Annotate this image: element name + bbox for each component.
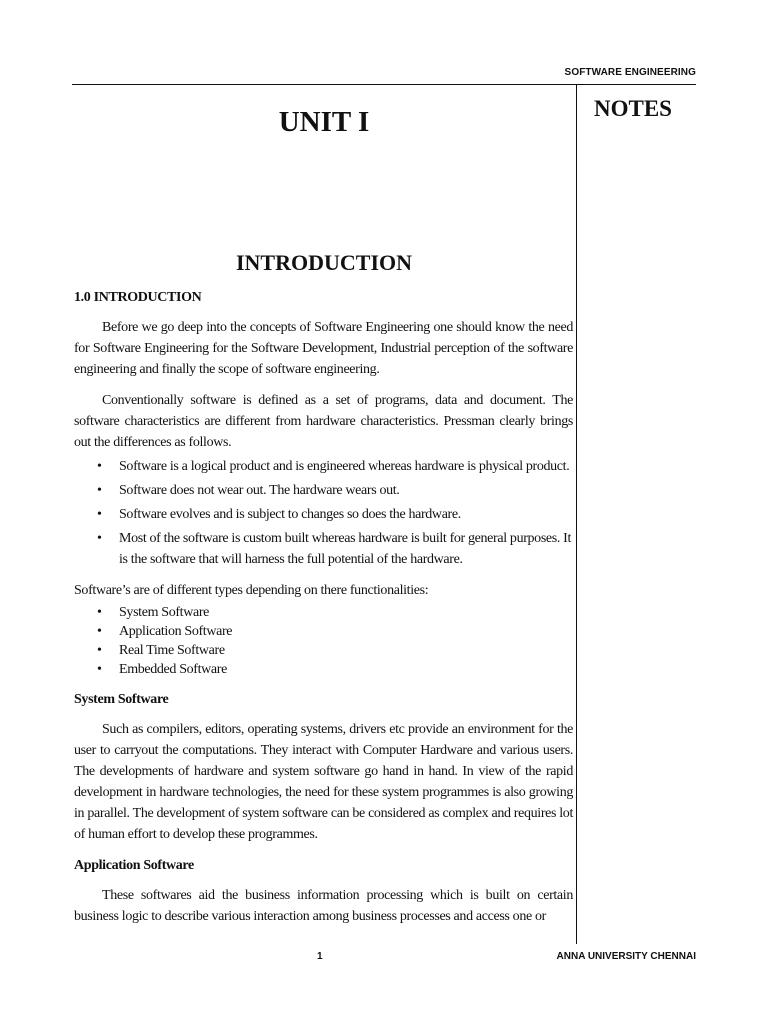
application-software-paragraph: These softwares aid the business information processing which is built on certain business logic to describe various interaction among business processes and access one or	[74, 888, 573, 924]
paragraph-intro: Before we go deep into the concepts of Software Engineering one should know the need for Software Engineering for the Software Development, Industrial perception of the software engineering and finally the scope of software engineering.	[74, 320, 573, 377]
top-rule	[72, 84, 696, 85]
paragraph-definition: Conventionally software is defined as a set of programs, data and document. The software characteristics are different from hardware characteristics. Pressman clearly brings out the differences as follows.	[74, 393, 573, 450]
list-item: • Software is a logical product and is engineered whereas hardware is physical product.	[74, 456, 573, 477]
list-item: • Real Time Software	[74, 641, 573, 660]
types-intro: Software’s are of different types depending on there functionalities:	[74, 583, 429, 598]
differences-list	[74, 456, 573, 570]
list-item: • Software does not wear out. The hardware wears out.	[74, 480, 573, 501]
margin-rule	[576, 84, 577, 944]
types-list	[74, 603, 573, 679]
list-item: • System Software	[74, 603, 573, 622]
page-number: 1	[317, 951, 323, 962]
chapter-title: INTRODUCTION	[235, 250, 413, 275]
list-item: • Application Software	[74, 622, 573, 641]
unit-title: UNIT I	[278, 106, 370, 138]
main-content	[74, 287, 573, 937]
system-software-heading: System Software	[74, 692, 169, 707]
application-software-heading: Application Software	[74, 858, 194, 873]
system-software-paragraph: Such as compilers, editors, operating systems, drivers etc provide an environment for the user to carryout the computations. They interact with Computer Hardware and various users. The developments of hardware and system software go hand in hand. In view of the rapid development in hardware technologies, the need for these system programmes is also growing in parallel. The development of system software can be considered as complex and requires lot of human effort to develop these programmes.	[74, 722, 573, 842]
list-item: • Software evolves and is subject to changes so does the hardware.	[74, 504, 573, 525]
footer-institution: ANNA UNIVERSITY CHENNAI	[556, 951, 696, 962]
notes-label: NOTES	[594, 96, 672, 121]
running-head: SOFTWARE ENGINEERING	[564, 67, 696, 78]
section-heading: 1.0 INTRODUCTION	[74, 290, 202, 305]
list-item: • Most of the software is custom built whereas hardware is built for general purposes. It is the software that will harness the full potential of the hardware.	[74, 528, 573, 570]
list-item: • Embedded Software	[74, 660, 573, 679]
